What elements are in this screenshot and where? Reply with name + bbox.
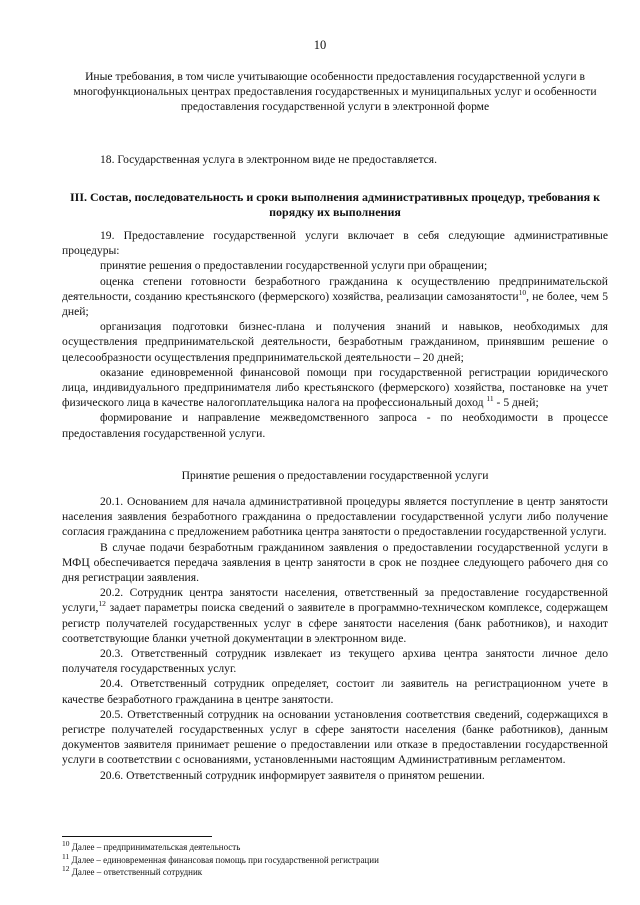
footnote-ref-10: 10 <box>518 287 527 297</box>
footnotes <box>62 836 608 879</box>
paragraph-20-5: 20.5. Ответственный сотрудник на основании установления соответствия сведений, содержащихся в регистре получателей государственных услуг в сфере занятости населения (банке работников), данным документов заявителя принимает решение о предоставлении или отказе в предоставлении государственной услуги в соответствии с основаниями, установленными настоящим Административным регламентом. <box>62 707 608 767</box>
paragraph-20-2-tail: задает параметры поиска сведений о заявителе в программно-техническом комплексе, содержащем регистр получателей государственных услуг в сфере занятости населения (банк работников), и находит соответствующие бланки учетной документации в электронном виде. <box>62 601 608 645</box>
footnote-12-num: 12 <box>62 864 70 874</box>
paragraph-18 <box>62 152 608 167</box>
footnote-11 <box>62 851 608 867</box>
footnote-10 <box>62 841 608 854</box>
footnote-11-text: Далее – единовременная финансовая помощь при государственной регистрации <box>69 854 379 865</box>
footnote-10-num: 10 <box>62 839 70 848</box>
procedure-item-4 <box>62 365 608 411</box>
footnote-12-text: Далее – ответственный сотрудник <box>69 867 203 878</box>
paragraph-20-2-text: 20.2. Сотрудник центра занятости населения, ответственный за предоставление государственной услуги, <box>62 586 608 615</box>
footnote-ref-11: 11 <box>486 394 494 404</box>
procedure-item-2-text: оценка степени готовности безработного гражданина к осуществлению предпринимательской деятельности, созданию крестьянского (фермерского) хозяйства, реализации самозанятости <box>62 274 608 303</box>
footnote-12 <box>62 866 608 879</box>
procedure-item-2 <box>62 274 608 320</box>
footnote-separator <box>62 836 212 837</box>
paragraph-20-1-mfc: В случае подачи безработным гражданином заявления о предоставлении государственной услуги в МФЦ обеспечивается передача заявления в центр занятости в срок не позднее следующего рабочего дня со дня регистрации заявления. <box>62 540 608 585</box>
paragraph-20-2 <box>62 585 608 646</box>
page-number: 10 <box>313 38 327 52</box>
procedure-item-5: формирование и направление межведомственного запроса - по необходимости в процессе предоставления государственной услуги. <box>62 411 608 440</box>
procedure-item-4-tail: - 5 дней; <box>493 396 539 410</box>
procedure-item-4-text: оказание единовременной финансовой помощи при государственной регистрации юридического лица, индивидуального предпринимателя либо крестьянского (фермерского) хозяйства, постановке на учет физического лица в качестве налогоплательщика налога на профессиональный доход <box>62 365 608 410</box>
footnote-11-num: 11 <box>62 851 70 861</box>
paragraph-20-1: 20.1. Основанием для начала административной процедуры является поступление в центр занятости населения заявления безработного гражданина о предоставлении государственной услуги либо получение согласия гражданина с предложением работника центра занятости о предоставлении государственной услуги. <box>62 495 608 539</box>
paragraph-19-intro: 19. Предоставление государственной услуги включает в себя следующие административные процедуры: <box>62 229 608 258</box>
footnote-ref-12: 12 <box>98 599 106 609</box>
procedure-item-1: принятие решения о предоставлении государственной услуги при обращении; <box>100 259 488 273</box>
section-heading-iii: III. Состав, последовательность и сроки выполнения административных процедур, требования к порядку их выполнения <box>69 190 601 220</box>
subsection-heading-decision: Принятие решения о предоставлении государственной услуги <box>181 469 489 482</box>
paragraph-20-4: 20.4. Ответственный сотрудник определяет, состоит ли заявитель на регистрационном учете в качестве безработного гражданина в центре занятости. <box>62 677 608 706</box>
paragraph-18-text: 18. Государственная услуга в электронном виде не предоставляется. <box>100 153 438 166</box>
footnote-10-text: Далее – предпринимательская деятельность <box>69 842 241 852</box>
section-20 <box>62 494 608 783</box>
section-heading-other-requirements: Иные требования, в том числе учитывающие особенности предоставления государственной услуги в многофункциональных центрах предоставления государственных и муниципальных услуг и особенности предоставления государственной услуги в электронной форме <box>73 70 597 114</box>
paragraph-20-6: 20.6. Ответственный сотрудник информирует заявителя о принятом решении. <box>100 768 485 782</box>
procedure-item-2-tail: , не более, чем 5 дней; <box>62 289 608 319</box>
paragraph-19 <box>62 228 608 441</box>
paragraph-20-3: 20.3. Ответственный сотрудник извлекает из текущего архива центра занятости личное дело получателя государственных услуг. <box>62 647 608 676</box>
procedure-item-3: организация подготовки бизнес-плана и получения знаний и навыков, необходимых для осуществления предпринимательской деятельности, безработным гражданином, принявшим решение о целесообразности осуществления предпринимательской деятельности – 20 дней; <box>62 320 608 364</box>
